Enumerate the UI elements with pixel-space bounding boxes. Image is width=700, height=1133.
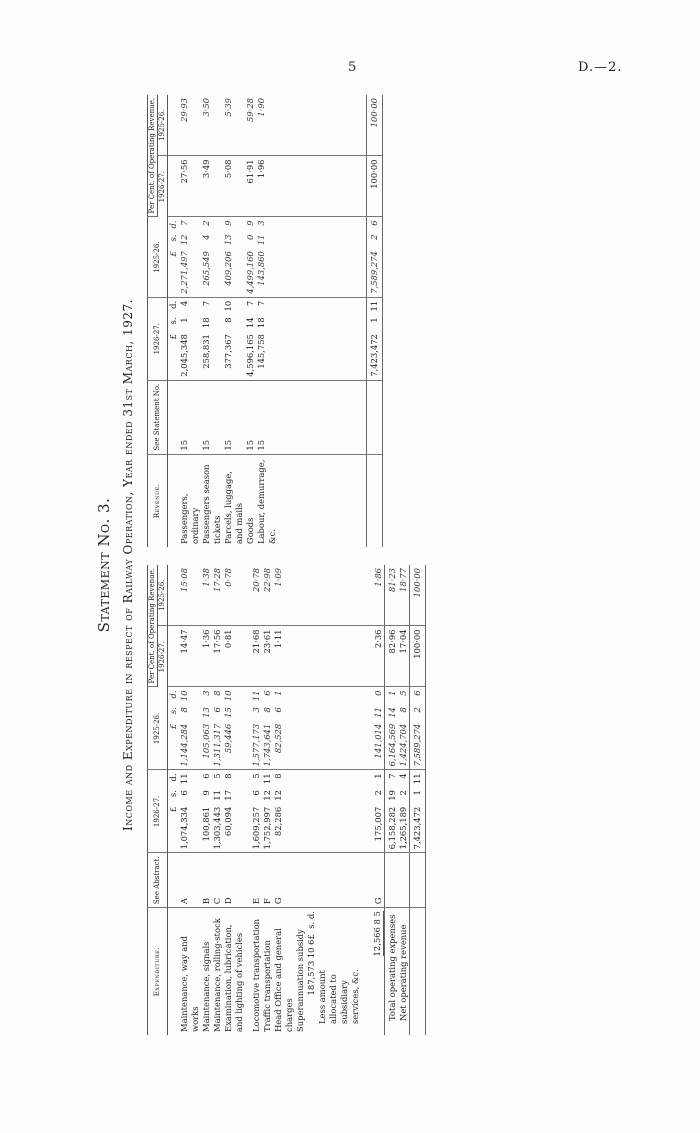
amount-pounds: 258,831 (201, 331, 223, 380)
statement-subtitle: Income and Expenditure in respect of Railway Operation, Year ended 31st March, 1927. (121, 299, 135, 831)
percent-year2: 29·93 (179, 95, 201, 156)
abstract-code: B (201, 853, 212, 908)
amount-shillings: 11 (212, 790, 222, 801)
lsd-pound: £ (168, 721, 180, 770)
amount-pounds: 82,286 (273, 804, 295, 853)
amount-shillings: 12 (273, 790, 283, 801)
percent-year1: 61·91 (245, 156, 256, 217)
abstract-code: G (295, 853, 385, 908)
abstract-header: See Abstract. (148, 853, 168, 908)
lsd-row (168, 565, 180, 1035)
abstract-code: D (223, 853, 245, 908)
percent-year2: 100·00 (410, 565, 426, 626)
amount-pence: 1 (273, 690, 283, 696)
amount-shillings: 0 (245, 234, 255, 240)
superannuation-label: Superannuation subsidy (295, 929, 305, 1032)
rev-year2-header: 1925-26. (148, 217, 168, 297)
percent-year2: 1·38 (201, 565, 212, 626)
amount-shillings: 6 (273, 707, 283, 713)
row-label: Examination, lubrication, and lighting of vehicles (223, 924, 244, 1032)
percent-year2: 1·90 (256, 95, 278, 156)
statement-number: 15 (179, 380, 201, 454)
rev-pct-year1: 1926-27. (158, 156, 168, 217)
row-label: Parcels, luggage, and mails (223, 471, 244, 544)
row-label: Labour, demurrage, &c. (256, 459, 277, 544)
filler-row (278, 95, 289, 547)
lsd-shilling: s. (168, 790, 178, 798)
percent-year1: 27·56 (179, 156, 201, 217)
percent-year1: 100·00 (410, 626, 426, 687)
table-row (179, 95, 201, 547)
amount-pounds: 100,861 (201, 804, 212, 853)
row-label: Passengers, ordinary (179, 493, 200, 544)
amount-pounds: 377,367 (223, 331, 245, 380)
amount-pence: 2 (201, 220, 211, 226)
amount-pounds: 6,164,569 (385, 721, 399, 770)
exp-pct-year1: 1926-27. (158, 626, 168, 687)
lsd-row (168, 95, 180, 547)
statement-no-header: See Statement No. (148, 380, 168, 454)
amount-shillings: 6 (251, 790, 261, 796)
amount-pence: 5 (212, 773, 222, 779)
lsd-pence: d. (168, 220, 178, 229)
amount-pence: 3 (201, 690, 211, 696)
abstract-code (385, 853, 399, 908)
percent-year2: 0·78 (223, 565, 245, 626)
page-number: 5 (348, 60, 358, 75)
amount-pounds: 2,045,348 (179, 331, 201, 380)
amount-pounds: 1,609,257 (251, 804, 262, 853)
abstract-code: E (251, 853, 262, 908)
exp-pct-year2: 1925-26. (158, 565, 168, 626)
amount-pence: 5 (372, 911, 382, 917)
amount-shillings: 10 (306, 947, 316, 959)
amount-shillings: 12 (262, 790, 272, 801)
table-row (212, 565, 223, 1035)
amount-pounds: 60,094 (223, 804, 245, 853)
amount-pounds: 2,271,497 (179, 248, 201, 297)
amount-pence: 11 (367, 297, 383, 314)
table-row (201, 95, 223, 547)
amount-pence: 8 (273, 773, 283, 779)
amount-pounds: 143,860 (256, 248, 278, 297)
percent-year2: 20·78 (251, 565, 262, 626)
amount-shillings: 18 (256, 317, 266, 329)
percent-year2: 18·77 (398, 565, 410, 626)
lsd-shilling: s. (306, 921, 316, 929)
percent-year1: 23·61 (262, 626, 273, 687)
amount-pounds: 4,596,165 (245, 331, 256, 380)
amount-pounds: 7,423,472 (410, 804, 426, 853)
grand-total-label (410, 908, 426, 1035)
percent-year2: 22·98 (262, 565, 273, 626)
amount-shillings: 2 (367, 231, 383, 248)
less-allocated-label: Less amount allocated to subsidiary services, &c. (317, 969, 360, 1024)
percent-year1: 17·04 (398, 626, 410, 687)
amount-shillings: 12 (179, 234, 189, 246)
amount-shillings: 15 (223, 707, 233, 718)
filler-row (322, 95, 333, 547)
lsd-pence: d. (168, 773, 178, 782)
rotated-statement (95, 95, 700, 1035)
grand-total-code (367, 380, 383, 454)
amount-pence: 11 (262, 773, 272, 785)
amount-pounds: 175,007 (295, 804, 385, 853)
row-label: Total operating expenses (385, 908, 399, 1035)
percent-year2: 17·28 (212, 565, 223, 626)
percent-year1: 1·36 (201, 626, 212, 687)
percent-year1: 2·36 (295, 626, 385, 687)
amount-pence: 9 (223, 220, 233, 226)
table-row (223, 565, 245, 1035)
amount-shillings: 2 (410, 704, 426, 721)
row-label: Maintenance, rolling-stock (212, 918, 222, 1032)
amount-pence: 4 (179, 300, 189, 307)
amount-pounds: 409,206 (223, 248, 245, 297)
amount-pence: 7 (179, 220, 189, 226)
percent-year1: 5·08 (223, 156, 245, 217)
row-label: Goods (245, 517, 255, 544)
statement-number: 15 (245, 380, 256, 454)
amount-shillings: 8 (179, 707, 189, 713)
percent-year1: 0·81 (223, 626, 245, 687)
lsd-shilling: s. (168, 707, 178, 715)
amount-shillings: 2 (398, 790, 408, 796)
exp-pct-header: Per Cent. of Operating Revenue. (148, 565, 158, 687)
percent-year1: 100·00 (367, 156, 383, 217)
amount-pounds: 4,499,160 (245, 248, 256, 297)
lsd-pound: £ (168, 804, 180, 853)
statement-number: 15 (256, 380, 278, 454)
grand-total-row (367, 95, 383, 547)
table-row (245, 95, 256, 547)
amount-pence: 8 (223, 773, 233, 779)
amount-pounds: 1,144,284 (179, 721, 201, 770)
percent-year1: 14·47 (179, 626, 201, 687)
amount-pounds: 265,549 (201, 248, 223, 297)
row-label: Locomotive transportation (251, 918, 261, 1032)
rev-pct-year2: 1925-26. (158, 95, 168, 156)
amount-pounds: 1,074,334 (179, 804, 201, 853)
lsd-pence: d. (168, 690, 178, 699)
amount-pence: 9 (245, 220, 255, 226)
amount-pounds: 7,589,274 (410, 721, 426, 770)
abstract-code: C (212, 853, 223, 908)
filler-row (344, 95, 355, 547)
grand-total-row (410, 565, 426, 1035)
amount-pounds: 1,577,173 (251, 721, 262, 770)
amount-pounds: 1,424,704 (398, 721, 410, 770)
total-row (398, 565, 410, 1035)
statement-number: 15 (201, 380, 223, 454)
percent-year2: 59·28 (245, 95, 256, 156)
row-label: Net operating revenue (398, 924, 408, 1021)
superannuation-lsd-head (306, 911, 317, 939)
amount-pounds: 187,573 (306, 960, 316, 996)
amount-pence: 1 (373, 773, 383, 779)
rev-pct-header: Per Cent. of Operating Revenue. (148, 95, 158, 217)
abstract-code: G (273, 853, 295, 908)
percent-year2: 100·00 (367, 95, 383, 156)
lsd-shilling: s. (168, 317, 178, 325)
amount-pounds: 105,063 (201, 721, 212, 770)
exp-year1-header: 1926-27. (148, 770, 168, 853)
amount-pounds: 6,158,282 (385, 804, 399, 853)
amount-pence: 11 (179, 773, 189, 785)
table-row (251, 565, 262, 1035)
amount-pence: 10 (223, 690, 233, 702)
amount-pence: 3 (256, 220, 266, 226)
lsd-pound: £ (168, 331, 180, 380)
amount-pence: 5 (398, 690, 408, 696)
amount-shillings: 3 (251, 707, 261, 713)
amount-pounds: 12,566 (372, 927, 382, 957)
amount-shillings: 13 (223, 234, 233, 246)
statement-number: 15 (223, 380, 245, 454)
superannuation-row (295, 565, 385, 1035)
amount-shillings: 14 (245, 317, 255, 329)
expenditure-table (147, 565, 426, 1035)
amount-pence: 8 (212, 690, 222, 696)
total-row (385, 565, 399, 1035)
revenue-table (147, 95, 383, 547)
amount-pence: 1 (385, 687, 399, 704)
abstract-code (398, 853, 410, 908)
percent-year1: 82·96 (385, 626, 399, 687)
expenditure-header: Expenditure. (148, 908, 168, 1035)
amount-pence: 6 (201, 773, 211, 779)
amount-pounds: 1,265,189 (398, 804, 410, 853)
grand-total-code (410, 853, 426, 908)
amount-shillings: 11 (256, 234, 266, 246)
rev-year1-header: 1926-27. (148, 297, 168, 380)
grand-total-label (367, 454, 383, 547)
amount-pounds: 1,752,997 (262, 804, 273, 853)
percent-year1: 21·68 (251, 626, 262, 687)
filler-row (333, 95, 344, 547)
filler-row (311, 95, 322, 547)
amount-shillings: 4 (201, 234, 211, 240)
amount-pounds: 7,423,472 (367, 331, 383, 380)
percent-year2: 5·39 (223, 95, 245, 156)
filler-row (355, 95, 367, 547)
amount-pence: 7 (245, 300, 255, 307)
amount-pounds: 7,589,274 (367, 248, 383, 297)
lsd-pence: d. (168, 300, 178, 309)
amount-pence: 0 (373, 690, 383, 696)
amount-shillings: 14 (385, 704, 399, 721)
amount-shillings: 17 (223, 790, 233, 801)
statement-title: Statement No. 3. (95, 497, 113, 633)
percent-year2: 15·08 (179, 565, 201, 626)
table-row (179, 565, 201, 1035)
amount-pence: 6 (367, 217, 383, 232)
amount-pence: 4 (398, 773, 408, 779)
sheet-reference: D.—2. (578, 60, 623, 75)
percent-year2: 1·09 (273, 565, 295, 626)
percent-year1: 17·56 (212, 626, 223, 687)
superannuation-block (295, 908, 385, 1035)
percent-year2: 3·50 (201, 95, 223, 156)
amount-pounds: 59,446 (223, 721, 245, 770)
filler-row (289, 95, 300, 547)
amount-pounds: 82,528 (273, 721, 295, 770)
amount-shillings: 8 (398, 707, 408, 713)
percent-year2: 1·86 (295, 565, 385, 626)
amount-pence: 7 (385, 770, 399, 787)
abstract-code: A (179, 853, 201, 908)
amount-pence: 11 (251, 690, 261, 702)
amount-pence: 7 (256, 300, 266, 307)
amount-pounds: 1,743,641 (262, 721, 273, 770)
lsd-pound: £ (168, 248, 180, 297)
amount-shillings: 6 (179, 790, 189, 796)
revenue-header: Revenue. (148, 454, 168, 547)
amount-shillings: 19 (385, 787, 399, 804)
table-row (223, 95, 245, 547)
amount-pence: 10 (179, 690, 189, 702)
amount-pounds: 1,311,317 (212, 721, 223, 770)
amount-pence: 10 (223, 300, 233, 312)
table-row (262, 565, 273, 1035)
abstract-code: F (262, 853, 273, 908)
amount-pence: 11 (410, 770, 426, 787)
row-label: Maintenance, signals (201, 941, 211, 1032)
lsd-pence: d. (306, 911, 316, 920)
amount-shillings: 8 (372, 919, 382, 925)
row-label: Traffic transportation (262, 940, 272, 1032)
amount-shillings: 8 (262, 707, 272, 713)
amount-shillings: 1 (367, 314, 383, 331)
less-allocated-amount (372, 911, 384, 956)
amount-shillings: 13 (201, 707, 211, 718)
lsd-shilling: s. (168, 234, 178, 242)
amount-shillings: 1 (410, 787, 426, 804)
amount-shillings: 8 (223, 317, 233, 323)
amount-pence: 6 (262, 690, 272, 696)
amount-shillings: 9 (201, 790, 211, 796)
amount-shillings: 2 (373, 790, 383, 796)
row-label: Passengers season tickets (201, 464, 222, 544)
table-row (256, 95, 278, 547)
row-label: Head Office and general charges (273, 928, 294, 1032)
amount-pounds: 145,758 (256, 331, 278, 380)
percent-year2: 81·23 (385, 565, 399, 626)
table-row (273, 565, 295, 1035)
exp-year2-header: 1925-26. (148, 687, 168, 770)
percent-year1: 1·96 (256, 156, 278, 217)
amount-pence: 5 (251, 773, 261, 779)
amount-pence: 7 (201, 300, 211, 307)
amount-pounds: 1,303,443 (212, 804, 223, 853)
amount-shillings: 1 (179, 317, 189, 323)
table-row (201, 565, 212, 1035)
amount-shillings: 11 (373, 707, 383, 718)
amount-pence: 6 (306, 939, 316, 945)
percent-year1: 1·11 (273, 626, 295, 687)
amount-shillings: 6 (212, 707, 222, 713)
amount-shillings: 18 (201, 317, 211, 329)
lsd-pound: £ (306, 934, 316, 940)
filler-row (300, 95, 311, 547)
amount-pounds: 141,014 (295, 721, 385, 770)
amount-pence: 6 (410, 687, 426, 704)
row-label: Maintenance, way and works (179, 935, 200, 1032)
percent-year1: 3·49 (201, 156, 223, 217)
